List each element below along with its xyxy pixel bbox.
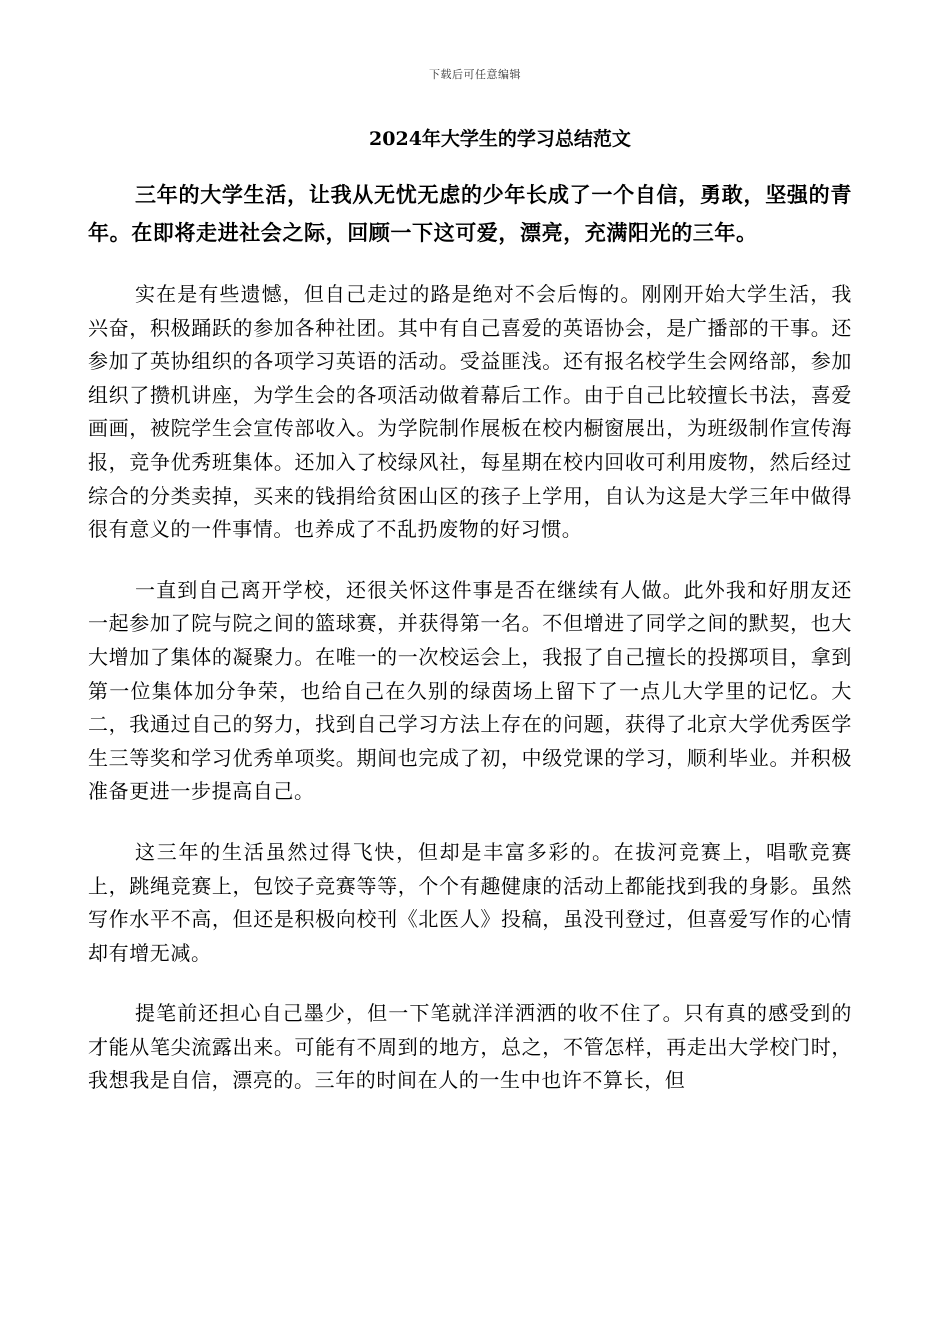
download-note: 下载后可任意编辑	[429, 68, 521, 81]
body-paragraph: 这三年的生活虽然过得飞快，但却是丰富多彩的。在拔河竞赛上，唱歌竞赛上，跳绳竞赛上，包饺子竞赛等等，个个有趣健康的活动上都能找到我的身影。虽然写作水平不高，但还是积极向校刊《北医人》投稿，虽没刊登过，但喜爱写作的心情却有增无减。	[88, 839, 852, 965]
body-paragraph: 一直到自己离开学校，还很关怀这件事是否在继续有人做。此外我和好朋友还一起参加了院与院之间的篮球赛，并获得第一名。不但增进了同学之间的默契，也大大增加了集体的凝聚力。在唯一的一次校运会上，我报了自己擅长的投掷项目，拿到第一位集体加分争荣，也给自己在久别的绿茵场上留下了一点儿大学里的记忆。大二，我通过自己的努力，找到自己学习方法上存在的问题，获得了北京大学优秀医学生三等奖和学习优秀单项奖。期间也完成了初，中级党课的学习，顺利毕业。并积极准备更进一步提高自己。	[88, 577, 852, 804]
body-paragraph: 实在是有些遗憾，但自己走过的路是绝对不会后悔的。刚刚开始大学生活，我兴奋，积极踊跃的参加各种社团。其中有自己喜爱的英语协会，是广播部的干事。还参加了英协组织的各项学习英语的活动。受益匪浅。还有报名校学生会网络部，参加组织了攒机讲座，为学生会的各项活动做着幕后工作。由于自己比较擅长书法，喜爱画画，被院学生会宣传部收入。为学院制作展板在校内橱窗展出，为班级制作宣传海报，竞争优秀班集体。还加入了校绿风社，每星期在校内回收可利用废物，然后经过综合的分类卖掉，买来的钱捐给贫困山区的孩子上学用，自认为这是大学三年中做得很有意义的一件事情。也养成了不乱扔废物的好习惯。	[88, 282, 852, 542]
body-paragraph: 提笔前还担心自己墨少，但一下笔就洋洋洒洒的收不住了。只有真的感受到的才能从笔尖流露出来。可能有不周到的地方，总之，不管怎样，再走出大学校门时，我想我是自信，漂亮的。三年的时间在人的一生中也许不算长，但	[88, 1001, 852, 1093]
document-title: 2024年大学生的学习总结范文	[369, 128, 631, 150]
lead-paragraph: 三年的大学生活，让我从无忧无虑的少年长成了一个自信，勇敢，坚强的青年。在即将走进社会之际，回顾一下这可爱，漂亮，充满阳光的三年。	[88, 183, 852, 245]
document-body	[88, 176, 852, 1125]
